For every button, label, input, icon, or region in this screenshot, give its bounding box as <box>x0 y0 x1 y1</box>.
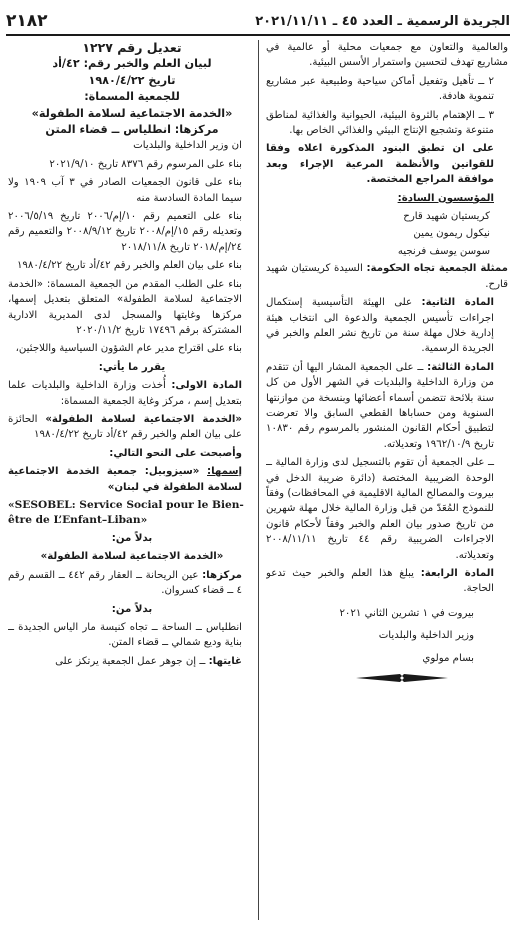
article-4 <box>266 566 508 597</box>
preamble-law: بناء على قانون الجمعيات الصادر في ٣ آب ١٩٠٩ ولا سيما المادة السادسة منه <box>8 177 242 204</box>
association-old-hq: مركزها: انطلياس ــ قضاء المتن <box>45 123 219 137</box>
new-name-latin: «SESOBEL: Service Social pour le Bien-être de L’Enfant–Liban» <box>8 498 244 526</box>
article-1-association-name: «الخدمة الاجتماعية لسلامة الطفولة» <box>45 413 242 425</box>
preamble-circular: بناء على التعميم رقم ١٠/إم/٢٠٠٦ تاريخ ٢٠٠٦/٥/١٩ وتعديله رقم ١٥/إم/٢٠٠٨ تاريخ ٢٠٠٨/٩/١٢ والتعميم رقم ٢٤/إم/٢٠١٨ تاريخ ٢٠١٨/١١/٨ <box>8 211 243 253</box>
association-old-name: «الخدمة الاجتماعية لسلامة الطفولة» <box>31 106 233 120</box>
page-header <box>6 8 510 36</box>
became-label: وأصبحت على النحو التالي: <box>109 447 242 459</box>
goal-item-2: ٢ ــ تأهيل وتفعيل أماكن سياحية وطبيعية عبر مشاريع تنموية هادفة. <box>266 75 494 103</box>
article-2-label: المادة الثانية: <box>421 297 494 309</box>
left-column <box>8 40 256 920</box>
article-4-text: يبلغ هذا العلم والخبر حيث تدعو الحاجة. <box>266 568 494 595</box>
signature-name: بسام مولوي <box>422 652 474 664</box>
article-2 <box>266 295 508 357</box>
old-name: «الخدمة الاجتماعية لسلامة الطفولة» <box>40 551 224 563</box>
article-2-text: على الهيئة التأسيسية إستكمال اجراءات تأسيس الجمعية والدعوة الى انتخاب هيئة إدارية خلال مهلة سنة من تاريخ نشر العلم والخبر في الجريدة الرسمية. <box>266 297 494 355</box>
section-end-ornament <box>356 673 448 683</box>
signature-title: وزير الداخلية والبلديات <box>378 630 474 642</box>
goals-label: غايتها: <box>208 655 242 667</box>
founder-name: سوسن يوسف فرنجيه <box>397 245 490 257</box>
article-1-details <box>8 412 256 443</box>
goals-value: ــ إن جوهر عمل الجمعية يرتكز على <box>55 655 206 667</box>
preamble-proposal: بناء على اقتراح مدير عام الشؤون السياسية واللاجئين، <box>15 343 242 355</box>
government-representative <box>266 261 508 292</box>
notice-number: لبيان العلم والخبر رقم: ٤٢/أد <box>52 57 212 71</box>
preamble-request: بناء على الطلب المقدم من الجمعية المسماة: «الخدمة الاجتماعية لسلامة الطفولة» المتعلق بتعديل إسمها، مركزها وغايتها والمسجل لدى المديرية الادارية المشتركة برقم ١٧٤٩٦ تاريخ ٢٠٢٠/١١/٢ <box>8 278 242 336</box>
article-1 <box>8 378 256 409</box>
founder-name: كريستيان شهيد قارح <box>403 211 490 223</box>
headquarters-value: عين الريحانة ــ العقار رقم ٤٤٢ ــ القسم رقم ٤ ــ قضاء كسروان. <box>8 569 242 597</box>
article-3-tax-registration: ــ على الجمعية أن تقوم بالتسجيل لدى وزارة المالية ــ الوحدة الضريبية المختصة (دائرة ضريبة الدخل في بيروت والمصالح المالية الاقليمية في المحافظات) وفقاً للنموذج المُعَدّ من قبل وزارة المالية خلال مهلة شهرين من تاريخ صدور بيان العلم والخبر وفقاً لأحكام قانون الاجراءات الضريبية رقم ٤٤ تاريخ ٢٠٠٨/١١/١١ وتعديلاته. <box>266 457 494 561</box>
right-column <box>266 40 508 896</box>
goals-continuation: والعالمية والتعاون مع جمعيات محلية أو عالمية في مشاريع تهدف لتحسين واستمرار الأسس البيئية. <box>266 42 508 69</box>
instead-of-label: بدلاً من: <box>111 532 153 544</box>
article-4-label: المادة الرابعة: <box>420 568 494 579</box>
old-headquarters: انطلياس ــ الساحة ــ تجاه كنيسة مار الياس الجديدة ــ بناية وديع شمالي ــ قضاء المتن. <box>8 622 242 649</box>
new-name-label: إسمها: <box>207 466 242 478</box>
decision-intro: يقرر ما يأتي: <box>98 361 166 373</box>
article-3-label: المادة الثالثة: <box>427 361 494 373</box>
article-1-rest: الحائزة على بيان العلم والخبر رقم ٤٢/أد تاريخ ١٩٨٠/٤/٢٢ <box>8 413 242 441</box>
notice-date: تاريخ ١٩٨٠/٤/٢٢ <box>88 73 176 87</box>
representative-value: السيدة كريستيان شهيد قارح. <box>266 263 508 290</box>
founders-list <box>266 209 508 259</box>
article-1-text: أُخذت وزارة الداخلية والبلديات علما بتعديل إسم ، مركز وغاية الجمعية المسماة: <box>8 380 242 407</box>
article-3-text: ــ على الجمعية المشار اليها أن تتقدم من وزارة الداخلية والبلديات في الشهر الأول من كل سنة بلائحة تتضمن أسماء أعضائها وبنسخة من موازنتها السنوية ومن حساباها القطعي السابق والا تعرضت لتطبيق أحكام القانون المنشور بالمرسوم رقم ١٠٨٣٠ تاريخ ١٩٦٢/١٠/٩ وتعديلاته. <box>266 361 494 450</box>
goal-item-3: ٣ ــ الإهتمام بالثروة البيئية، الحيوانية والغذائية لمناطق متنوعة وتشجيع الإنتاج البيئي والغذائي الخاص بها. <box>266 109 494 137</box>
founders-label: المؤسسون السادة: <box>397 192 494 204</box>
new-name-value: «سيزوبيل: جمعية الخدمة الاجتماعية لسلامة الطفولة في لبنان» <box>8 466 242 493</box>
preamble-minister: ان وزير الداخلية والبلديات <box>133 140 242 152</box>
column-divider <box>258 40 259 920</box>
compliance-clause: على ان تطبق البنود المذكورة اعلاه وفقا للقوانين والأنظمة المرعية الإجراء وبعد موافقة المراجع المختصة. <box>266 143 494 186</box>
page-number: ٢١٨٢ <box>6 11 48 31</box>
gazette-title: الجريدة الرسمية ـ العدد ٤٥ ـ ٢٠٢١/١١/١١ <box>255 13 510 29</box>
article-3 <box>266 360 508 452</box>
new-goals <box>8 654 256 669</box>
amendment-number: تعديل رقم ١٢٢٧ <box>82 40 182 55</box>
founder-name: نيكول ريمون يمين <box>413 228 490 240</box>
headquarters-label: مركزها: <box>202 569 242 581</box>
new-name <box>8 464 256 495</box>
signature-date: بيروت في ١ تشرين الثاني ٢٠٢١ <box>339 607 474 619</box>
preamble-notice: بناء على بيان العلم والخبر رقم ٤٢/أد تاريخ ١٩٨٠/٤/٢٢ <box>16 260 242 272</box>
association-label: للجمعية المسماة: <box>84 90 180 104</box>
representative-label: ممثلة الجمعية تجاه الحكومة: <box>366 263 508 275</box>
instead-of-label: بدلاً من: <box>111 603 153 615</box>
article-1-label: المادة الاولى: <box>171 380 242 392</box>
new-headquarters <box>8 568 256 599</box>
preamble-decree: بناء على المرسوم رقم ٨٣٧٦ تاريخ ٢٠٢١/٩/١٠ <box>49 158 242 170</box>
